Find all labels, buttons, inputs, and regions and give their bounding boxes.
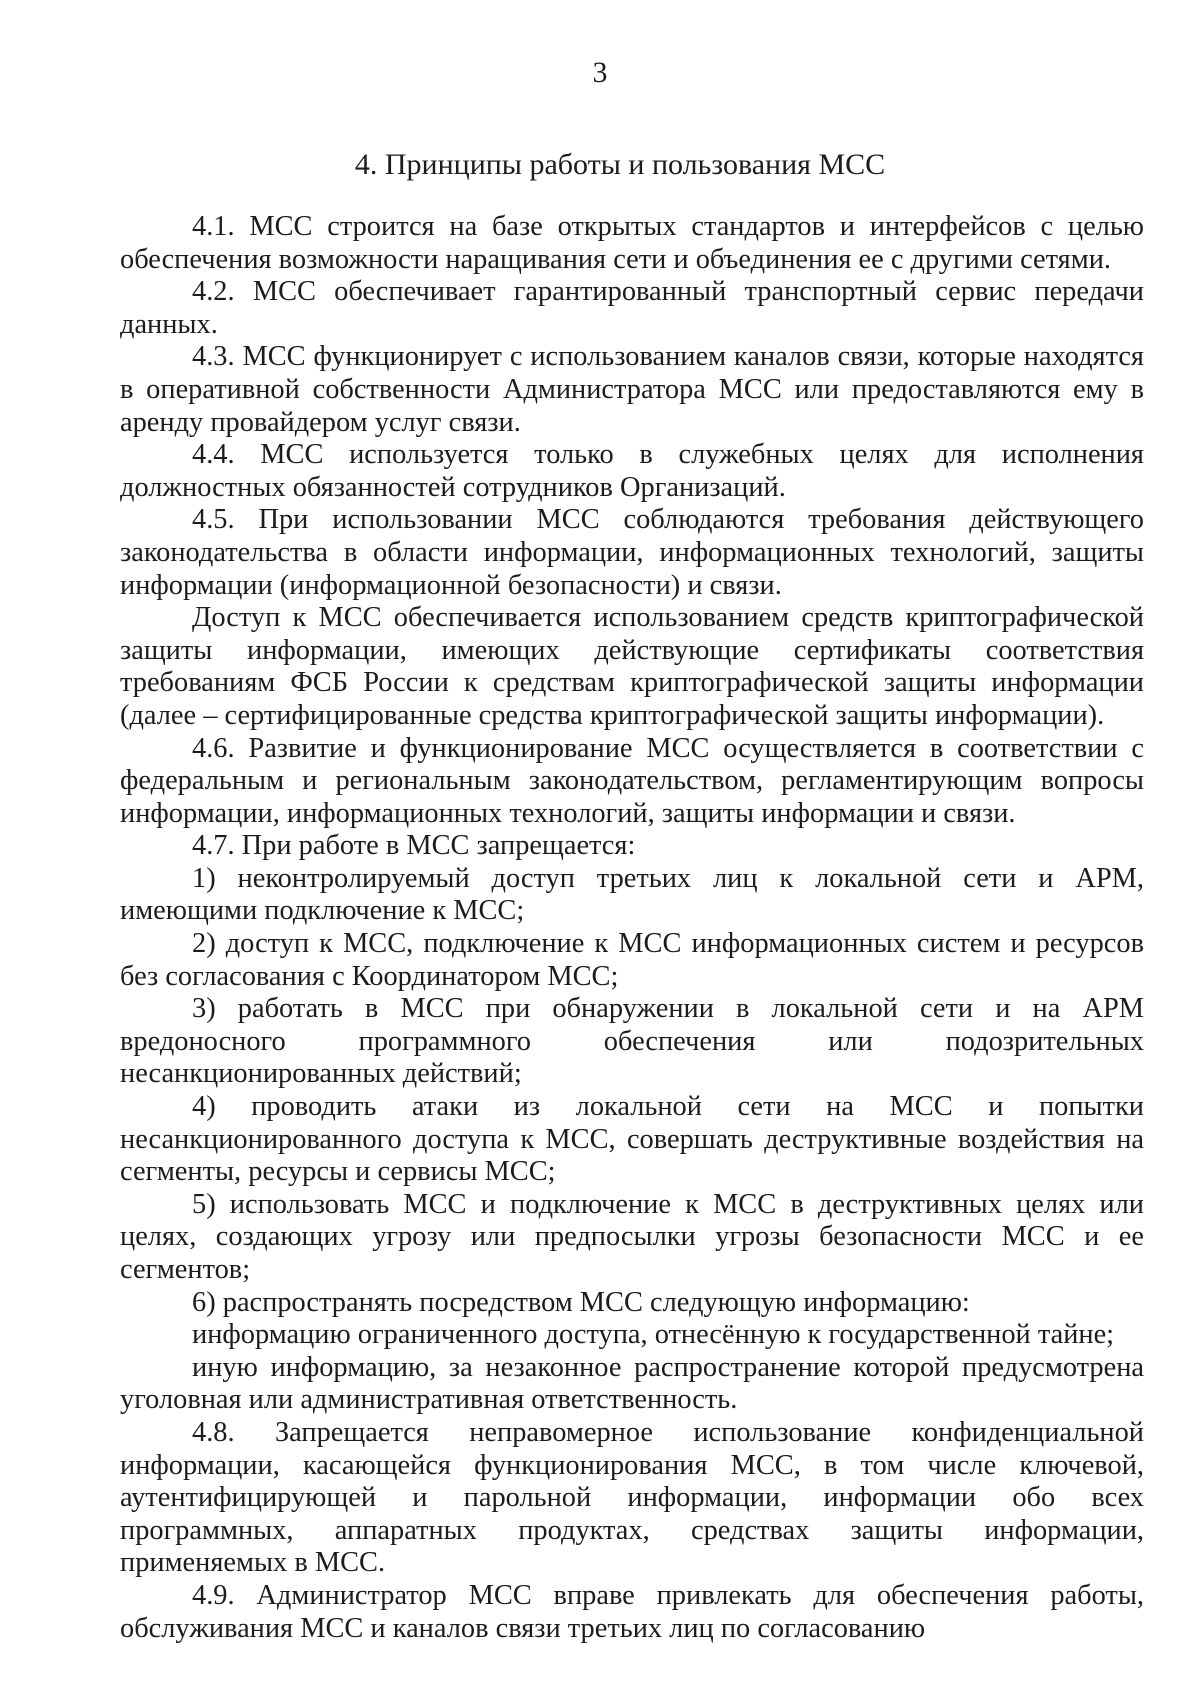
page-number: 3 [592, 56, 608, 89]
list-item-1: 1) неконтролируемый доступ третьих лиц к локальной сети и АРМ, имеющими подключение к МСС; [120, 862, 1144, 927]
list-item-5: 5) использовать МСС и подключение к МСС в деструктивных целях или целях, создающих угрозу или предпосылки угрозы безопасности МСС и ее сегментов; [120, 1188, 1144, 1285]
paragraph-4-3: 4.3. МСС функционирует с использованием каналов связи, которые находятся в оперативной собственности Администратора МСС или предоставляются ему в аренду провайдером услуг связи. [120, 341, 1144, 438]
list-item-2: 2) доступ к МСС, подключение к МСС информационных систем и ресурсов без согласования с Координатором МСС; [120, 928, 1144, 992]
paragraph-4-9: 4.9. Администратор МСС вправе привлекать для обеспечения работы, обслуживания МСС и каналов связи третьих лиц по согласованию [120, 1579, 1144, 1644]
document-body [120, 211, 1144, 1645]
paragraph-4-6: 4.6. Развитие и функционирование МСС осуществляется в соответствии с федеральным и региональным законодательством, регламентирующим вопросы информации, информационных технологий, защиты информации и связи. [120, 732, 1144, 829]
list-item-4: 4) проводить атаки из локальной сети на МСС и попытки несанкционированного доступа к МСС, совершать деструктивные воздействия на сегменты, ресурсы и сервисы МСС; [120, 1091, 1144, 1188]
paragraph-4-4: 4.4. МСС используется только в служебных целях для исполнения должностных обязанностей сотрудников Организаций. [120, 439, 1144, 503]
paragraph-access: Доступ к МСС обеспечивается использованием средств криптографической защиты информации, имеющих действующие сертификаты соответствия требованиям ФСБ России к средствам криптографической защиты информации (далее – сертифицированные средства криптографической защиты информации). [120, 602, 1144, 731]
list-item-3: 3) работать в МСС при обнаружении в локальной сети и на АРМ вредоносного программного обеспечения или подозрительных несанкционированных действий; [120, 993, 1144, 1090]
list-subitem-state-secret: информацию ограниченного доступа, отнесённую к государственной тайне; [192, 1319, 1115, 1351]
paragraph-4-1: 4.1. МСС строится на базе открытых стандартов и интерфейсов с целью обеспечения возможности наращивания сети и объединения ее с другими сетями. [120, 211, 1144, 275]
section-title: 4. Принципы работы и пользования МСС [354, 148, 886, 181]
paragraph-4-2: 4.2. МСС обеспечивает гарантированный транспортный сервис передачи данных. [120, 276, 1144, 340]
paragraph-4-7: 4.7. При работе в МСС запрещается: [192, 830, 636, 862]
list-item-6: 6) распространять посредством МСС следующую информацию: [192, 1286, 970, 1318]
list-subitem-other-info: иную информацию, за незаконное распространение которой предусмотрена уголовная или административная ответственность. [120, 1351, 1144, 1416]
paragraph-4-5: 4.5. При использовании МСС соблюдаются требования действующего законодательства в области информации, информационных технологий, защиты информации (информационной безопасности) и связи. [120, 504, 1144, 601]
paragraph-4-8: 4.8. Запрещается неправомерное использование конфиденциальной информации, касающейся функционирования МСС, в том числе ключевой, аутентифицирующей и парольной информации, информации обо всех программных, аппаратных продуктах, средствах защиты информации, применяемых в МСС. [120, 1416, 1144, 1579]
